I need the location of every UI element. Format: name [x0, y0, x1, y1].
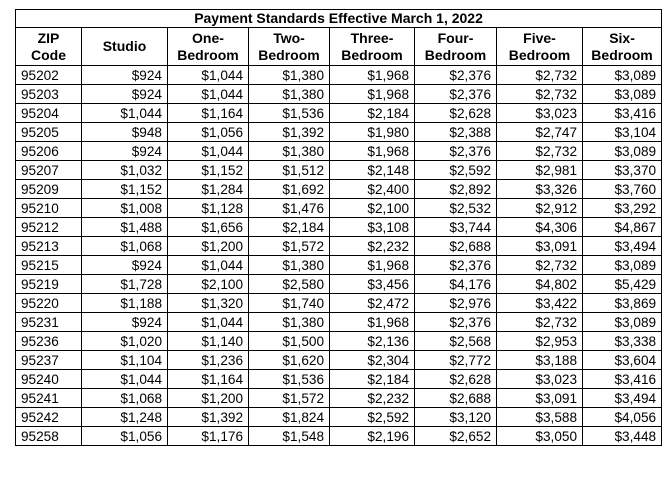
studio-cell: $924 [82, 66, 168, 85]
table-row [16, 408, 662, 427]
four-bedroom-cell: $3,744 [415, 218, 497, 237]
six-bedroom-cell: $4,867 [583, 218, 662, 237]
four-bedroom-cell: $2,772 [415, 351, 497, 370]
three-bedroom-cell: $2,232 [330, 389, 415, 408]
zip-cell: 95209 [16, 180, 82, 199]
five-bedroom-cell: $3,188 [497, 351, 583, 370]
two-bedroom-cell: $1,536 [249, 370, 330, 389]
studio-cell: $1,728 [82, 275, 168, 294]
six-bedroom-cell: $3,494 [583, 389, 662, 408]
one-bedroom-cell: $1,044 [168, 256, 249, 275]
five-bedroom-cell: $2,732 [497, 313, 583, 332]
three-bedroom-cell: $3,456 [330, 275, 415, 294]
zip-cell: 95206 [16, 142, 82, 161]
studio-cell: $1,008 [82, 199, 168, 218]
two-bedroom-cell: $1,380 [249, 142, 330, 161]
one-bedroom-cell: $1,200 [168, 237, 249, 256]
three-bedroom-cell: $1,968 [330, 142, 415, 161]
one-bedroom-cell: $1,044 [168, 66, 249, 85]
column-header-line: Bedroom [341, 46, 403, 63]
column-header-five-bedroom [497, 28, 583, 66]
zip-cell: 95241 [16, 389, 82, 408]
one-bedroom-cell: $1,284 [168, 180, 249, 199]
three-bedroom-cell: $2,400 [330, 180, 415, 199]
studio-cell: $1,056 [82, 427, 168, 446]
studio-cell: $1,044 [82, 104, 168, 123]
column-header-line: Studio [102, 38, 147, 54]
column-header-line: One- [192, 29, 224, 46]
studio-cell: $1,104 [82, 351, 168, 370]
zip-cell: 95210 [16, 199, 82, 218]
five-bedroom-cell: $2,953 [497, 332, 583, 351]
zip-cell: 95219 [16, 275, 82, 294]
four-bedroom-cell: $2,376 [415, 142, 497, 161]
five-bedroom-cell: $3,326 [497, 180, 583, 199]
one-bedroom-cell: $1,320 [168, 294, 249, 313]
three-bedroom-cell: $1,968 [330, 66, 415, 85]
six-bedroom-cell: $3,869 [583, 294, 662, 313]
column-header-line: Four- [437, 29, 474, 46]
three-bedroom-cell: $1,980 [330, 123, 415, 142]
four-bedroom-cell: $2,376 [415, 313, 497, 332]
column-header-line: Three- [350, 29, 394, 46]
zip-cell: 95205 [16, 123, 82, 142]
zip-cell: 95231 [16, 313, 82, 332]
three-bedroom-cell: $2,148 [330, 161, 415, 180]
five-bedroom-cell: $2,732 [497, 85, 583, 104]
four-bedroom-cell: $2,592 [415, 161, 497, 180]
two-bedroom-cell: $1,620 [249, 351, 330, 370]
four-bedroom-cell: $4,176 [415, 275, 497, 294]
three-bedroom-cell: $2,196 [330, 427, 415, 446]
six-bedroom-cell: $3,089 [583, 85, 662, 104]
five-bedroom-cell: $3,023 [497, 104, 583, 123]
table-row [16, 66, 662, 85]
six-bedroom-cell: $3,104 [583, 123, 662, 142]
one-bedroom-cell: $1,152 [168, 161, 249, 180]
table-row [16, 123, 662, 142]
table-row [16, 161, 662, 180]
zip-cell: 95258 [16, 427, 82, 446]
column-header-line: Six- [609, 29, 635, 46]
three-bedroom-cell: $2,184 [330, 370, 415, 389]
four-bedroom-cell: $2,976 [415, 294, 497, 313]
column-header-line: Bedroom [591, 46, 653, 63]
column-header-six-bedroom [583, 28, 662, 66]
studio-cell: $1,248 [82, 408, 168, 427]
two-bedroom-cell: $1,824 [249, 408, 330, 427]
three-bedroom-cell: $1,968 [330, 85, 415, 104]
two-bedroom-cell: $1,392 [249, 123, 330, 142]
one-bedroom-cell: $1,656 [168, 218, 249, 237]
studio-cell: $924 [82, 85, 168, 104]
table-row [16, 104, 662, 123]
table-row [16, 275, 662, 294]
zip-cell: 95215 [16, 256, 82, 275]
column-header-line: Code [31, 46, 66, 63]
six-bedroom-cell: $3,089 [583, 142, 662, 161]
column-header-line: Five- [523, 29, 556, 46]
two-bedroom-cell: $1,380 [249, 313, 330, 332]
zip-cell: 95203 [16, 85, 82, 104]
one-bedroom-cell: $1,056 [168, 123, 249, 142]
six-bedroom-cell: $3,448 [583, 427, 662, 446]
table-row [16, 332, 662, 351]
table-title: Payment Standards Effective March 1, 2022 [16, 10, 662, 28]
two-bedroom-cell: $1,740 [249, 294, 330, 313]
zip-cell: 95220 [16, 294, 82, 313]
column-header-three-bedroom [330, 28, 415, 66]
six-bedroom-cell: $3,416 [583, 370, 662, 389]
five-bedroom-cell: $2,912 [497, 199, 583, 218]
two-bedroom-cell: $1,380 [249, 256, 330, 275]
four-bedroom-cell: $2,628 [415, 104, 497, 123]
table-row [16, 180, 662, 199]
table-row [16, 294, 662, 313]
column-header-line: Bedroom [177, 46, 239, 63]
column-header-studio [82, 28, 168, 66]
three-bedroom-cell: $3,108 [330, 218, 415, 237]
studio-cell: $924 [82, 256, 168, 275]
five-bedroom-cell: $4,802 [497, 275, 583, 294]
two-bedroom-cell: $2,580 [249, 275, 330, 294]
studio-cell: $1,152 [82, 180, 168, 199]
zip-cell: 95213 [16, 237, 82, 256]
table-row [16, 351, 662, 370]
zip-cell: 95207 [16, 161, 82, 180]
five-bedroom-cell: $3,050 [497, 427, 583, 446]
six-bedroom-cell: $3,089 [583, 256, 662, 275]
six-bedroom-cell: $3,494 [583, 237, 662, 256]
table-row [16, 218, 662, 237]
table-row [16, 370, 662, 389]
studio-cell: $1,044 [82, 370, 168, 389]
zip-cell: 95202 [16, 66, 82, 85]
three-bedroom-cell: $2,100 [330, 199, 415, 218]
two-bedroom-cell: $1,572 [249, 237, 330, 256]
one-bedroom-cell: $1,044 [168, 313, 249, 332]
one-bedroom-cell: $2,100 [168, 275, 249, 294]
table-row [16, 85, 662, 104]
two-bedroom-cell: $1,548 [249, 427, 330, 446]
four-bedroom-cell: $2,628 [415, 370, 497, 389]
five-bedroom-cell: $3,023 [497, 370, 583, 389]
table-body [16, 66, 662, 446]
six-bedroom-cell: $3,416 [583, 104, 662, 123]
three-bedroom-cell: $1,968 [330, 256, 415, 275]
six-bedroom-cell: $3,089 [583, 66, 662, 85]
two-bedroom-cell: $1,572 [249, 389, 330, 408]
studio-cell: $1,068 [82, 389, 168, 408]
column-header-zip-code [16, 28, 82, 66]
six-bedroom-cell: $3,292 [583, 199, 662, 218]
six-bedroom-cell: $3,338 [583, 332, 662, 351]
studio-cell: $1,188 [82, 294, 168, 313]
two-bedroom-cell: $1,380 [249, 85, 330, 104]
one-bedroom-cell: $1,044 [168, 85, 249, 104]
five-bedroom-cell: $2,732 [497, 66, 583, 85]
table-row [16, 142, 662, 161]
five-bedroom-cell: $2,732 [497, 256, 583, 275]
one-bedroom-cell: $1,164 [168, 370, 249, 389]
table-row [16, 389, 662, 408]
four-bedroom-cell: $2,376 [415, 256, 497, 275]
zip-cell: 95204 [16, 104, 82, 123]
column-header-line: Bedroom [424, 46, 487, 63]
two-bedroom-cell: $1,476 [249, 199, 330, 218]
three-bedroom-cell: $2,304 [330, 351, 415, 370]
studio-cell: $1,032 [82, 161, 168, 180]
three-bedroom-cell: $2,592 [330, 408, 415, 427]
zip-cell: 95212 [16, 218, 82, 237]
six-bedroom-cell: $3,370 [583, 161, 662, 180]
six-bedroom-cell: $3,760 [583, 180, 662, 199]
two-bedroom-cell: $1,380 [249, 66, 330, 85]
one-bedroom-cell: $1,176 [168, 427, 249, 446]
five-bedroom-cell: $2,747 [497, 123, 583, 142]
one-bedroom-cell: $1,164 [168, 104, 249, 123]
studio-cell: $1,488 [82, 218, 168, 237]
one-bedroom-cell: $1,128 [168, 199, 249, 218]
six-bedroom-cell: $4,056 [583, 408, 662, 427]
two-bedroom-cell: $2,184 [249, 218, 330, 237]
column-header-line: Bedroom [258, 46, 320, 63]
two-bedroom-cell: $1,500 [249, 332, 330, 351]
studio-cell: $1,068 [82, 237, 168, 256]
one-bedroom-cell: $1,140 [168, 332, 249, 351]
three-bedroom-cell: $2,136 [330, 332, 415, 351]
three-bedroom-cell: $1,968 [330, 313, 415, 332]
six-bedroom-cell: $3,604 [583, 351, 662, 370]
four-bedroom-cell: $2,892 [415, 180, 497, 199]
one-bedroom-cell: $1,392 [168, 408, 249, 427]
studio-cell: $1,020 [82, 332, 168, 351]
studio-cell: $948 [82, 123, 168, 142]
column-header-line: Two- [273, 29, 305, 46]
two-bedroom-cell: $1,692 [249, 180, 330, 199]
four-bedroom-cell: $2,532 [415, 199, 497, 218]
two-bedroom-cell: $1,536 [249, 104, 330, 123]
three-bedroom-cell: $2,232 [330, 237, 415, 256]
five-bedroom-cell: $3,588 [497, 408, 583, 427]
table-row [16, 313, 662, 332]
four-bedroom-cell: $2,376 [415, 85, 497, 104]
table-row [16, 237, 662, 256]
five-bedroom-cell: $3,091 [497, 237, 583, 256]
table-title-row [16, 10, 662, 28]
five-bedroom-cell: $2,981 [497, 161, 583, 180]
six-bedroom-cell: $3,089 [583, 313, 662, 332]
column-header-line: Bedroom [508, 46, 571, 63]
zip-cell: 95242 [16, 408, 82, 427]
four-bedroom-cell: $2,652 [415, 427, 497, 446]
column-header-two-bedroom [249, 28, 330, 66]
column-header-one-bedroom [168, 28, 249, 66]
six-bedroom-cell: $5,429 [583, 275, 662, 294]
four-bedroom-cell: $3,120 [415, 408, 497, 427]
three-bedroom-cell: $2,184 [330, 104, 415, 123]
four-bedroom-cell: $2,688 [415, 237, 497, 256]
three-bedroom-cell: $2,472 [330, 294, 415, 313]
five-bedroom-cell: $3,091 [497, 389, 583, 408]
studio-cell: $924 [82, 313, 168, 332]
one-bedroom-cell: $1,200 [168, 389, 249, 408]
four-bedroom-cell: $2,388 [415, 123, 497, 142]
zip-cell: 95240 [16, 370, 82, 389]
column-header-row [16, 28, 662, 66]
table-row [16, 256, 662, 275]
two-bedroom-cell: $1,512 [249, 161, 330, 180]
four-bedroom-cell: $2,688 [415, 389, 497, 408]
five-bedroom-cell: $2,732 [497, 142, 583, 161]
table-row [16, 199, 662, 218]
studio-cell: $924 [82, 142, 168, 161]
five-bedroom-cell: $4,306 [497, 218, 583, 237]
one-bedroom-cell: $1,044 [168, 142, 249, 161]
column-header-line: ZIP [37, 29, 60, 46]
one-bedroom-cell: $1,236 [168, 351, 249, 370]
four-bedroom-cell: $2,568 [415, 332, 497, 351]
zip-cell: 95236 [16, 332, 82, 351]
payment-standards-table [15, 9, 662, 446]
four-bedroom-cell: $2,376 [415, 66, 497, 85]
five-bedroom-cell: $3,422 [497, 294, 583, 313]
zip-cell: 95237 [16, 351, 82, 370]
table-row [16, 427, 662, 446]
column-header-four-bedroom [415, 28, 497, 66]
